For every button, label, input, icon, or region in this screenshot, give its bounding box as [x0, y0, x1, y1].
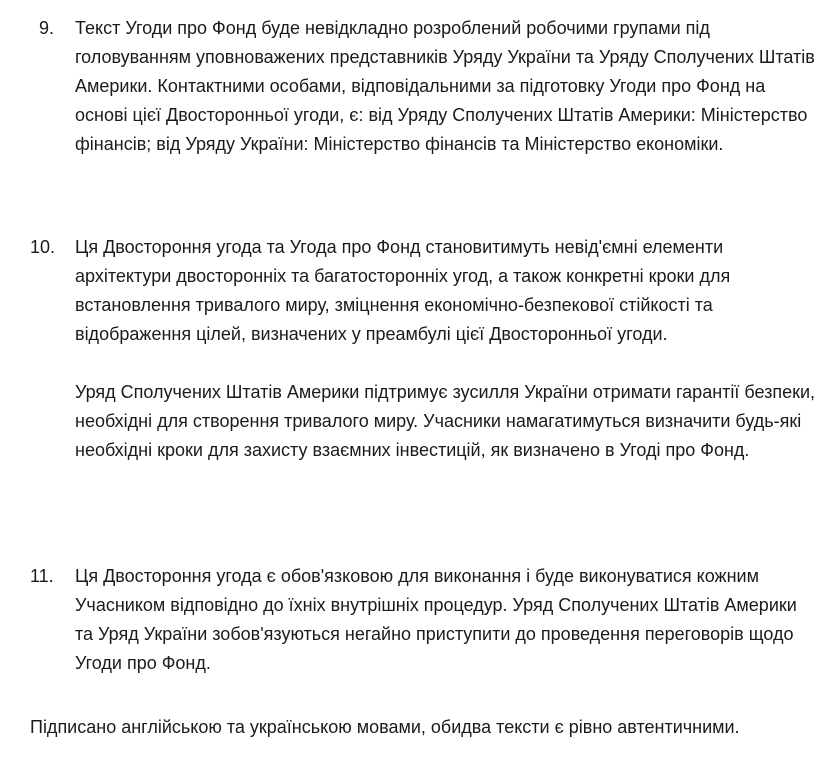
paragraph: Ця Двостороння угода та Угода про Фонд становитимуть невід'ємні елементи архітектури двосторонніх та багатосторонніх угод, а також конкретні кроки для встановлення тривалого миру, зміцнення економічно-безпекової стійкості та відображення цілей, визначених у преамбулі цієї Двосторонньої угоди.	[75, 237, 731, 344]
item-number: 9.	[39, 18, 55, 38]
item-body	[75, 233, 817, 465]
closing-statement: Підписано англійською та українською мовами, обидва тексти є рівно автентичними.	[30, 717, 740, 737]
paragraph: Ця Двостороння угода є обов'язковою для виконання і буде виконуватися кожним Учасником відповідно до їхніх внутрішніх процедур. Уряд Сполучених Штатів Америки та Уряд України зобов'язуються негайно приступити до проведення переговорів щодо Угоди про Фонд.	[75, 566, 797, 673]
paragraph: Текст Угоди про Фонд буде невідкладно розроблений робочими групами під головуванням уповноважених представників Уряду України та Уряду Сполучених Штатів Америки. Контактними особами, відповідальними за підготовку Угоди про Фонд на основі цієї Двосторонньої угоди, є: від Уряду Сполучених Штатів Америки: Міністерство фінансів; від Уряду України: Міністерство фінансів та Міністерство економіки.	[75, 18, 815, 154]
item-body	[75, 14, 817, 159]
item-body	[75, 562, 817, 678]
paragraph: Уряд Сполучених Штатів Америки підтримує зусилля України отримати гарантії безпеки, необхідні для створення тривалого миру. Учасники намагатимуться визначити будь-які необхідні кроки для захисту взаємних інвестицій, як визначено в Угоді про Фонд.	[75, 382, 816, 460]
item-number: 10.	[30, 237, 56, 257]
item-number: 11.	[30, 566, 54, 586]
